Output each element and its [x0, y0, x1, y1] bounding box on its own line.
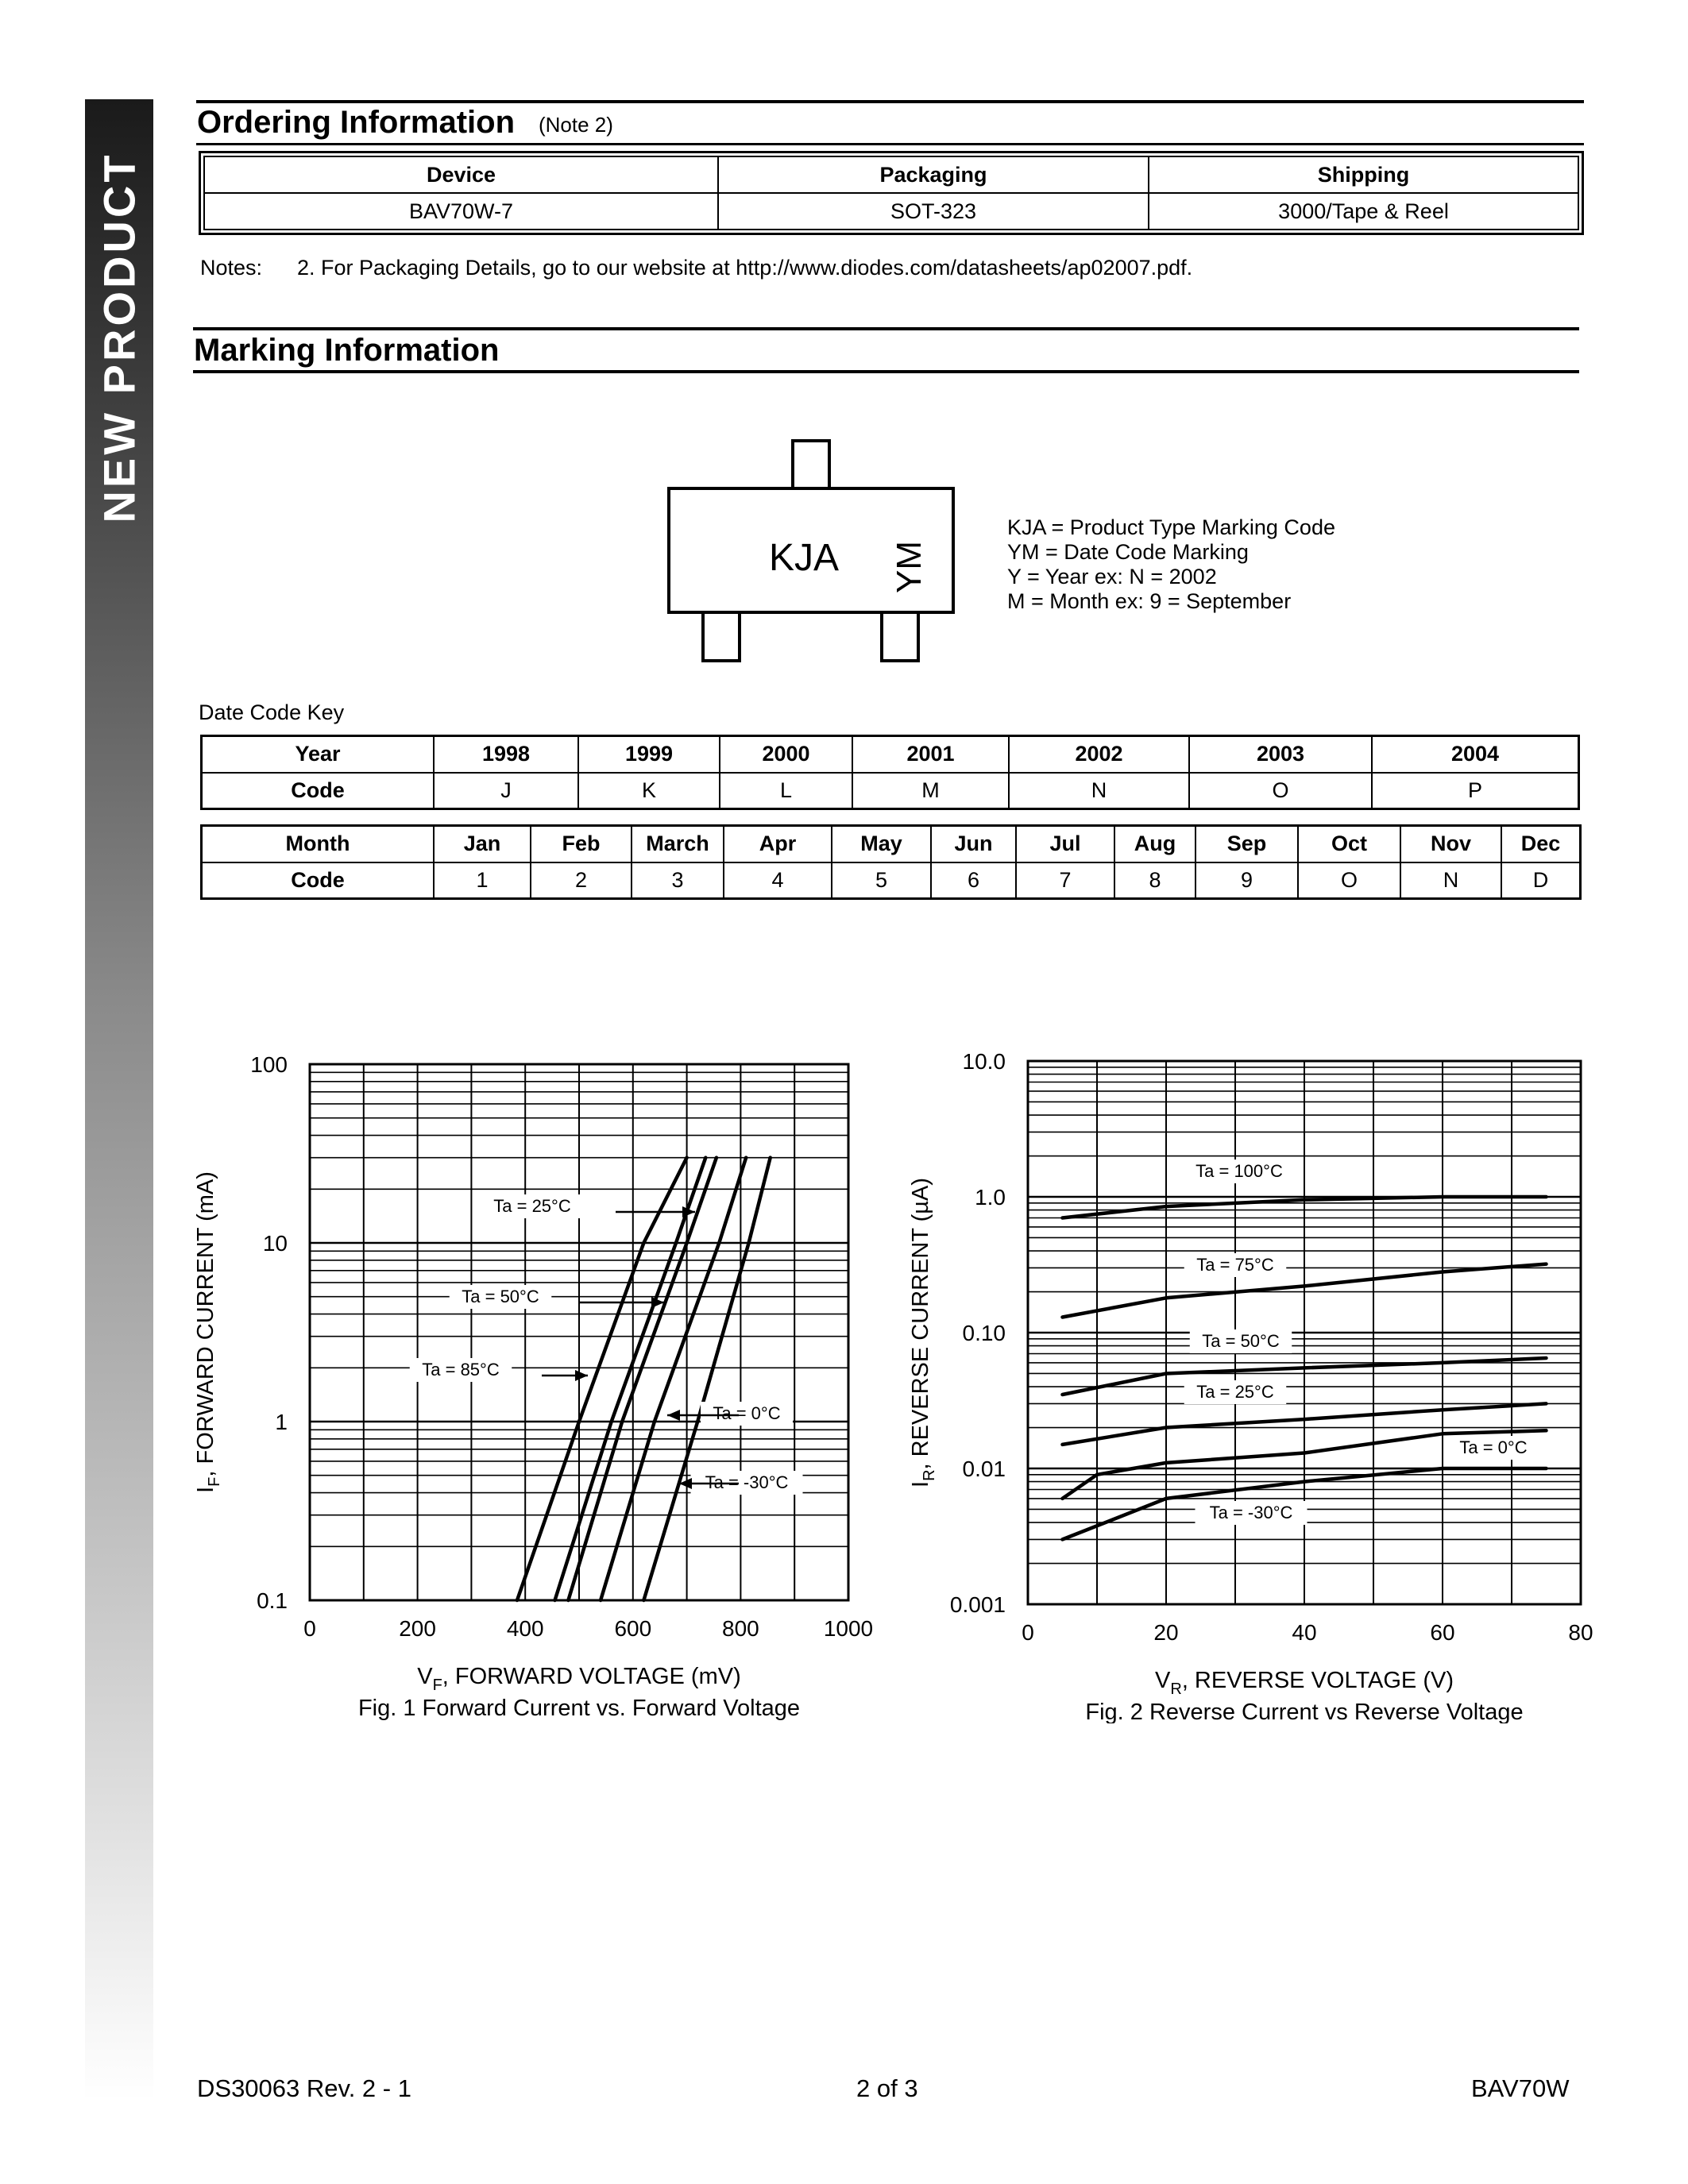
col-header-packaging: Packaging [718, 156, 1149, 193]
year-header: Year [202, 736, 435, 773]
code-cell: J [434, 773, 578, 809]
code-cell: M [852, 773, 1009, 809]
section-rule [196, 100, 1584, 103]
series-label: Ta = 50°C [462, 1287, 539, 1306]
year-cell: 2003 [1189, 736, 1372, 773]
legend-line: KJA = Product Type Marking Code [1007, 515, 1335, 539]
month-cell: Jul [1016, 826, 1114, 862]
y-axis-label: $I_F$, FORWARD CURRENT (mA) [193, 1171, 223, 1493]
series-label: Ta = 0°C [713, 1403, 781, 1423]
x-tick-label: 60 [1430, 1620, 1455, 1645]
x-axis-label: $V_R$, REVERSE VOLTAGE (V) [1155, 1668, 1454, 1698]
month-cell: Jan [434, 826, 531, 862]
series-line [568, 1158, 717, 1600]
year-cell: 2000 [720, 736, 852, 773]
y-tick-label: 10.0 [962, 1049, 1006, 1074]
code-cell: K [578, 773, 720, 809]
y-tick-label: 0.01 [962, 1457, 1006, 1481]
marking-title: Marking Information [194, 333, 500, 368]
col-header-shipping: Shipping [1149, 156, 1578, 193]
table-row [202, 862, 1581, 899]
month-cell: Dec [1501, 826, 1581, 862]
legend-line: Y = Year ex: N = 2002 [1007, 565, 1217, 588]
x-axis-label: $V_F$, FORWARD VOLTAGE (mV) [417, 1664, 741, 1694]
y-tick-label: 0.10 [962, 1321, 1006, 1345]
ordering-table [203, 156, 1579, 230]
shipping-cell: 3000/Tape & Reel [1149, 193, 1578, 230]
code-cell: 4 [724, 862, 832, 899]
month-cell: March [632, 826, 724, 862]
y-tick-label: 1 [275, 1410, 288, 1434]
year-code-table [200, 735, 1580, 810]
legend-line: YM = Date Code Marking [1007, 540, 1249, 564]
code-header: Code [202, 773, 435, 809]
month-cell: Jun [931, 826, 1016, 862]
code-cell: O [1298, 862, 1400, 899]
section-rule [193, 327, 1579, 330]
fig2-chart [898, 1032, 1597, 1723]
footer-page-number: 2 of 3 [856, 2074, 918, 2102]
x-tick-label: 0 [303, 1616, 316, 1641]
package-pin-top [791, 439, 831, 490]
arrowhead-icon [575, 1370, 588, 1381]
year-cell: 2001 [852, 736, 1009, 773]
ordering-note-ref: (Note 2) [539, 113, 613, 137]
x-tick-label: 200 [399, 1616, 436, 1641]
x-tick-label: 80 [1568, 1620, 1593, 1645]
y-tick-label: 10 [262, 1231, 288, 1256]
ordering-title: Ordering Information [197, 105, 515, 140]
code-cell: D [1501, 862, 1581, 899]
year-cell: 2004 [1372, 736, 1579, 773]
ordering-header-row [204, 156, 1578, 193]
series-label: Ta = 75°C [1196, 1255, 1274, 1275]
y-tick-label: 100 [250, 1052, 288, 1077]
footer-doc-id: DS30063 Rev. 2 - 1 [197, 2074, 411, 2102]
section-rule [196, 143, 1584, 145]
month-header: Month [202, 826, 435, 862]
x-tick-label: 0 [1022, 1620, 1034, 1645]
side-banner [85, 99, 153, 2101]
y-tick-label: 1.0 [975, 1185, 1006, 1210]
notes-label: Notes: [200, 256, 263, 280]
code-cell: 8 [1114, 862, 1196, 899]
x-tick-label: 400 [506, 1616, 544, 1641]
device-cell: BAV70W-7 [204, 193, 718, 230]
month-cell: Apr [724, 826, 832, 862]
month-cell: Feb [531, 826, 632, 862]
code-cell: 7 [1016, 862, 1114, 899]
series-label: Ta = 25°C [493, 1196, 571, 1216]
col-header-device: Device [204, 156, 718, 193]
table-row [204, 193, 1578, 230]
code-cell: 6 [931, 862, 1016, 899]
code-header: Code [202, 862, 435, 899]
figure-caption: Fig. 2 Reverse Current vs Reverse Voltage [1085, 1700, 1524, 1723]
arrowhead-icon [667, 1410, 680, 1421]
date-code-title: Date Code Key [199, 700, 345, 724]
year-cell: 1998 [434, 736, 578, 773]
x-tick-label: 40 [1292, 1620, 1317, 1645]
code-cell: 9 [1196, 862, 1298, 899]
x-tick-label: 1000 [823, 1616, 874, 1641]
series-label: Ta = -30°C [705, 1472, 789, 1492]
y-tick-label: 0.001 [949, 1592, 1006, 1617]
month-cell: Oct [1298, 826, 1400, 862]
y-axis-label: $I_R$, REVERSE CURRENT (µA) [908, 1178, 938, 1488]
fig1-chart [183, 1032, 882, 1723]
figure-caption: Fig. 1 Forward Current vs. Forward Voltage [357, 1696, 801, 1721]
packaging-cell: SOT-323 [718, 193, 1149, 230]
series-label: Ta = 85°C [422, 1360, 500, 1379]
month-cell: Sep [1196, 826, 1298, 862]
code-cell: N [1009, 773, 1189, 809]
code-cell: 5 [832, 862, 931, 899]
year-cell: 2002 [1009, 736, 1189, 773]
code-cell: 3 [632, 862, 724, 899]
package-marking-code: KJA [769, 537, 840, 579]
section-rule [193, 370, 1579, 373]
package-pin-bottom-left [701, 611, 741, 662]
package-pin-bottom-right [880, 611, 920, 662]
package-body [667, 487, 955, 614]
marking-legend [1007, 515, 1335, 614]
table-row [202, 736, 1579, 773]
series-line [643, 1158, 770, 1600]
year-cell: 1999 [578, 736, 720, 773]
legend-line: M = Month ex: 9 = September [1007, 589, 1292, 613]
series-label: Ta = -30°C [1209, 1503, 1293, 1522]
series-line [517, 1158, 687, 1600]
code-cell: 1 [434, 862, 531, 899]
y-tick-label: 0.1 [257, 1588, 288, 1613]
side-banner-label: NEW PRODUCT [94, 152, 145, 523]
footer-part-number: BAV70W [1471, 2074, 1570, 2102]
code-cell: P [1372, 773, 1579, 809]
code-cell: N [1400, 862, 1501, 899]
month-code-table [200, 824, 1582, 900]
series-label: Ta = 25°C [1196, 1382, 1274, 1402]
series-line [601, 1158, 746, 1600]
note-text: 2. For Packaging Details, go to our website at http://www.diodes.com/datasheets/ap02007.pdf. [297, 256, 1193, 280]
table-row [202, 826, 1581, 862]
code-cell: O [1189, 773, 1372, 809]
series-label: Ta = 0°C [1459, 1437, 1528, 1457]
x-tick-label: 800 [722, 1616, 759, 1641]
x-tick-label: 600 [614, 1616, 652, 1641]
table-row [202, 773, 1579, 809]
month-cell: May [832, 826, 931, 862]
package-date-code: YM [890, 541, 929, 593]
code-cell: 2 [531, 862, 632, 899]
code-cell: L [720, 773, 852, 809]
series-label: Ta = 50°C [1202, 1331, 1280, 1351]
series-label: Ta = 100°C [1196, 1161, 1283, 1181]
x-tick-label: 20 [1153, 1620, 1179, 1645]
month-cell: Aug [1114, 826, 1196, 862]
month-cell: Nov [1400, 826, 1501, 862]
